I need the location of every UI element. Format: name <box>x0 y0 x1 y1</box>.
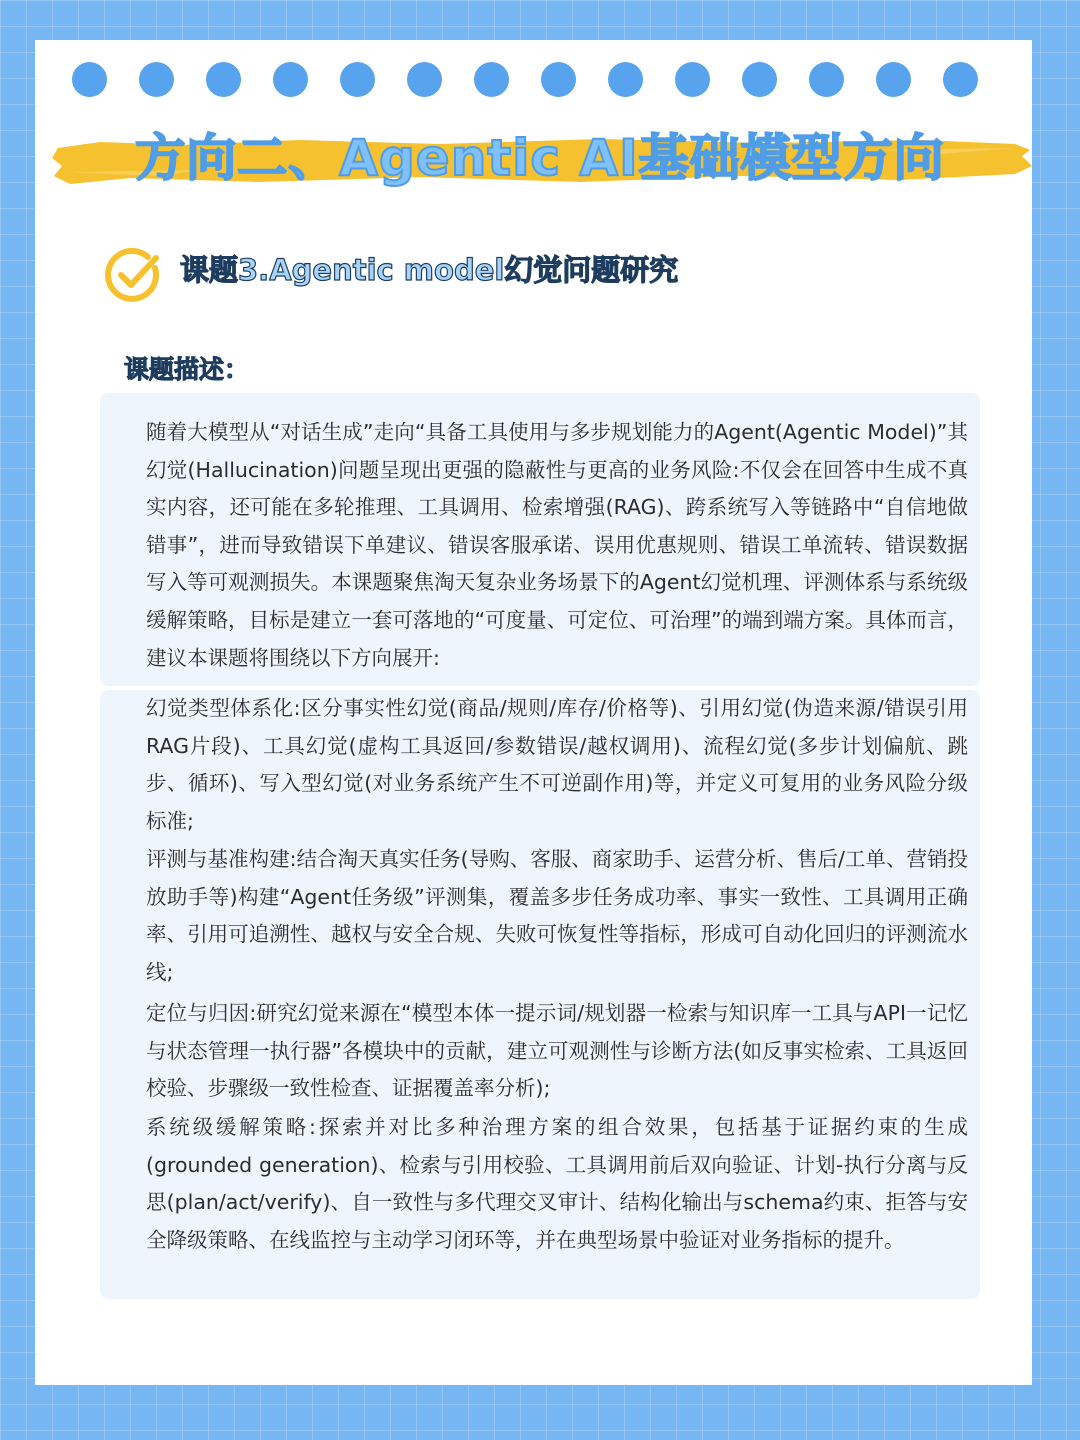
torn-paper-edge <box>35 1330 1032 1400</box>
direction-item-mitigation-strategies: 系统级缓解策略:探索并对比多种治理方案的组合效果，包括基于证据约束的生成(grounded generation)、检索与引用校验、工具调用前后双向验证、计划-执行分离与反思(plan/act/verify)、自一致性与多代理交叉审计、结构化输出与schema约束、拒答与安全降级策略、在线监控与主动学习闭环等，并在典型场景中验证对业务指标的提升。 <box>146 1115 968 1252</box>
description-label: 课题描述： <box>124 355 250 384</box>
binder-hole <box>340 62 375 97</box>
intro-paragraph: 随着大模型从“对话生成”走向“具备工具使用与多步规划能力的Agent(Agentic Model)”其幻觉(Hallucination)问题呈现出更强的隐蔽性与更高的业务风险:不仅会在回答中生成不真实内容，还可能在多轮推理、工具调用、检索增强(RAG)、跨系统写入等链路中“自信地做错事”，进而导致错误下单建议、错误客服承诺、误用优惠规则、错误工单流转、错误数据写入等可观测损失。本课题聚焦淘天复杂业务场景下的Agent幻觉机理、评测体系与系统级缓解策略，目标是建立一套可落地的“可度量、可定位、可治理”的端到端方案。具体而言，建议本课题将围绕以下方向展开: <box>146 420 968 670</box>
title-banner <box>40 110 1040 200</box>
binder-hole <box>407 62 442 97</box>
binder-hole <box>675 62 710 97</box>
binder-hole <box>206 62 241 97</box>
binder-hole <box>474 62 509 97</box>
binder-hole <box>273 62 308 97</box>
direction-item-evaluation-benchmark: 评测与基准构建:结合淘天真实任务(导购、客服、商家助手、运营分析、售后/工单、营销投放助手等)构建“Agent任务级”评测集，覆盖多步任务成功率、事实一致性、工具调用正确率、引用可追溯性、越权与安全合规、失败可恢复性等指标，形成可自动化回归的评测流水线; <box>146 847 968 984</box>
binder-hole <box>608 62 643 97</box>
direction-item-localization-attribution: 定位与归因:研究幻觉来源在“模型本体一提示词/规划器一检索与知识库一工具与API一记忆与状态管理一执行器”各模块中的贡献，建立可观测性与诊断方法(如反事实检索、工具返回校验、步骤级一致性检查、证据覆盖率分析); <box>146 1001 968 1101</box>
binder-hole <box>943 62 978 97</box>
binder-holes <box>72 62 1002 100</box>
page-title: 方向二、Agentic AI基础模型方向 <box>135 129 945 187</box>
binder-hole <box>541 62 576 97</box>
binder-hole <box>876 62 911 97</box>
binder-hole <box>809 62 844 97</box>
binder-hole <box>742 62 777 97</box>
binder-hole <box>72 62 107 97</box>
topic-heading: 课题3.Agentic model幻觉问题研究 <box>180 253 679 287</box>
direction-item-hallucination-types: 幻觉类型体系化:区分事实性幻觉(商品/规则/库存/价格等)、引用幻觉(伪造来源/错误引用RAG片段)、工具幻觉(虚构工具返回/参数错误/越权调用)、流程幻觉(多步计划偏航、跳步、循环)、写入型幻觉(对业务系统产生不可逆副作用)等，并定义可复用的业务风险分级标准; <box>146 696 968 833</box>
check-circle-icon <box>104 246 162 304</box>
binder-hole <box>139 62 174 97</box>
